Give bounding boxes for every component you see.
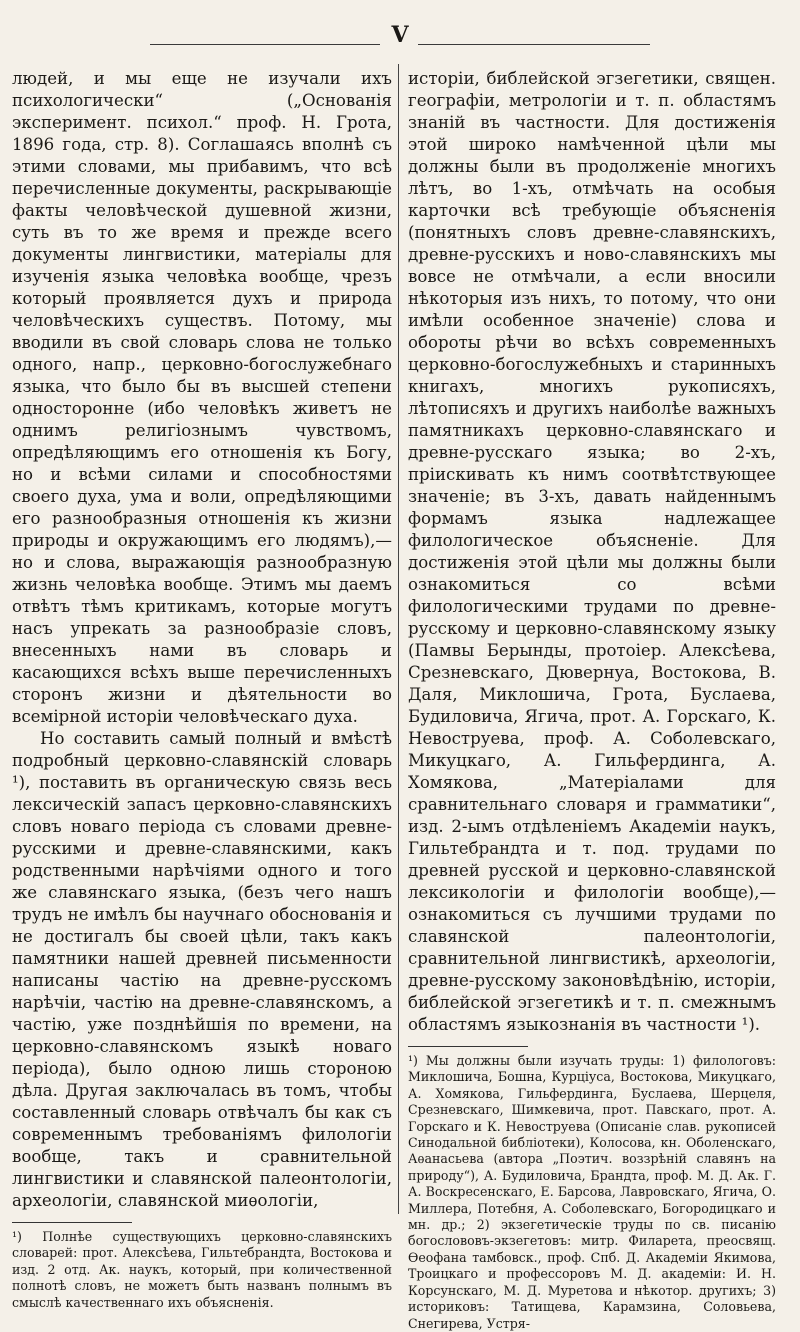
column-divider: [398, 64, 399, 1214]
left-paragraph-1: людей, и мы еще не изучали ихъ психологически“ („Основанія эксперимент. психол.“ проф. Н. Грота, 1896 года, стр. 8). Соглашаясь вполнѣ съ этими словами, мы прибавимъ, что всѣ перечисленные документы, раскрывающіе факты человѣческой душевной жизни, суть въ то же время и прежде всего документы лингвистики, матеріалы для изученія языка человѣка вообще, чрезъ который проявляется духъ и природа человѣческихъ существъ. Потому, мы вводили въ свой словарь слова не только одного, напр., церковно-богослужебнаго языка, что было бы въ высшей степени односторонне (ибо человѣкъ живетъ не однимъ религіознымъ чувствомъ, опредѣляющимъ его отношенія къ Богу, но и всѣми силами и способностями своего духа, ума и воли, опредѣляющими его разнообразныя отношенія къ жизни природы и окружающимъ его людямъ),—но и слова, выражающія разнообразную жизнь человѣка вообще. Этимъ мы даемъ отвѣтъ тѣмъ критикамъ, которые могутъ насъ упрекать за разнообразіе словъ, внесенныхъ нами въ словарь и касающихся всѣхъ выше перечисленныхъ сторонъ жизни и дѣятельности во всемірной исторіи человѣческаго духа.: [12, 69, 392, 726]
left-paragraph-2: Но составить самый полный и вмѣстѣ подробный церковно-славянскій словарь ¹), поставить въ органическую связь весь лексическій запасъ церковно-славянскихъ словъ новаго періода съ словами древне-русскими и древне-славянскими, какъ родственными нарѣчіями одного и того же славянскаго языка, (безъ чего нашъ трудъ не имѣлъ бы научнаго обоснованія и не достигалъ бы своей цѣли, такъ какъ памятники нашей древней письменности написаны частію на древне-русскомъ нарѣчіи, частію на древне-славянскомъ, а частію, уже позднѣйшія по времени, на церковно-славянскомъ языкѣ новаго періода), было одною лишь стороною дѣла. Другая заключалась въ томъ, чтобы составленный словарь отвѣчалъ бы как съ современнымъ требованіямъ филологіи вообще, такъ и сравнительной лингвистики и славянской палеонтологіи, археологіи, славянской миѳологіи,: [12, 729, 392, 1210]
page-number: V: [391, 22, 409, 48]
left-footnote-text: ¹) Полнѣе существующихъ церковно-славянскихъ словарей: прот. Алексѣева, Гильтебрандта, Востокова и изд. 2 отд. Ак. наукъ, который, при количественной полнотѣ словъ, не можетъ быть названъ полнымъ въ смыслѣ качественнаго ихъ объясненія.: [12, 1229, 392, 1310]
header-rule-right: [418, 44, 650, 45]
left-column: [12, 68, 392, 1311]
right-column: [408, 68, 776, 1332]
right-footnote-text: ¹) Мы должны были изучать труды: 1) филологовъ: Миклошича, Бошна, Курціуса, Востокова, Микуцкаго, А. Хомякова, Гильфердинга, Буслаева, Шерцеля, Срезневскаго, Шимкевича, прот. Павскаго, прот. А. Горскаго и К. Невоструева (Описаніе слав. рукописей Синодальной библіотеки), Колосова, кн. Оболенскаго, Аѳанасьева (автора „Поэтич. воззрѣній славянъ на природу“), А. Будиловича, Брандта, проф. М. Д. Ак. Г. А. Воскресенскаго, Е. Барсова, Лавровскаго, Ягича, О. Миллера, Потебня, А. Соболевскаго, Богородицкаго и мн. др.; 2) экзегетическіе труды по св. писанію богослововъ-экзегетовъ: митр. Филарета, преосвящ. Ѳеофана тамбовск., проф. Спб. Д. Академіи Якимова, Троицкаго и профессоровъ М. Д. академіи: И. Н. Корсунскаго, М. Д. Муретова и нѣкотор. другихъ; 3) историковъ: Татищева, Карамзина, Соловьева, Снегирева, Устря-: [408, 1053, 776, 1331]
right-footnote-separator: [408, 1046, 528, 1047]
left-footnote: [12, 1229, 392, 1311]
right-paragraph-1: исторіи, библейской эгзегетики, священ. географіи, метрологіи и т. п. областямъ знаній въ частности. Для достиженія этой широко намѣченной цѣли мы должны были въ продолженіе многихъ лѣтъ, во 1-хъ, отмѣчать на особыя карточки всѣ требующіе объясненія (понятныхъ словъ древне-славянскихъ, древне-русскихъ и ново-славянскихъ мы вовсе не отмѣчали, а если вносили нѣкоторыя изъ нихъ, то потому, что они имѣли особенное значеніе) слова и обороты рѣчи во всѣхъ современныхъ церковно-богослужебныхъ и старинныхъ книгахъ, многихъ рукописяхъ, лѣтописяхъ и другихъ наиболѣе важныхъ памятникахъ церковно-славянскаго и древне-русскаго языка; во 2-хъ, пріискивать къ нимъ соотвѣтствующее значеніе; въ 3-хъ, давать найденнымъ формамъ языка надлежащее филологическое объясненіе. Для достиженія этой цѣли мы должны были ознакомиться со всѣми филологическими трудами по древне-русскому и церковно-славянскому языку (Памвы Берынды, протоіер. Алексѣева, Срезневскаго, Дювернуа, Востокова, В. Даля, Миклошича, Грота, Буслаева, Будиловича, Ягича, прот. А. Горскаго, К. Невоструева, проф. А. Соболевскаго, Микуцкаго, А. Гильфердинга, А. Хомякова, „Матеріалами для сравнительнаго словаря и грамматики“, изд. 2-ымъ отдѣленіемъ Академіи наукъ, Гильтебрандта и т. под. трудами по древней русской и церковно-славянской лексикологіи и филологіи вообще),—ознакомиться съ лучшими трудами по славянской палеонтологіи, сравнительной лингвистикѣ, археологіи, древне-русскому законовѣдѣнію, исторіи, библейской эгзегетикѣ и т. п. смежнымъ областямъ языкознанія въ частности ¹).: [408, 69, 776, 1034]
left-footnote-separator: [12, 1222, 132, 1223]
header-rule-left: [150, 44, 380, 45]
right-footnote: [408, 1053, 776, 1332]
